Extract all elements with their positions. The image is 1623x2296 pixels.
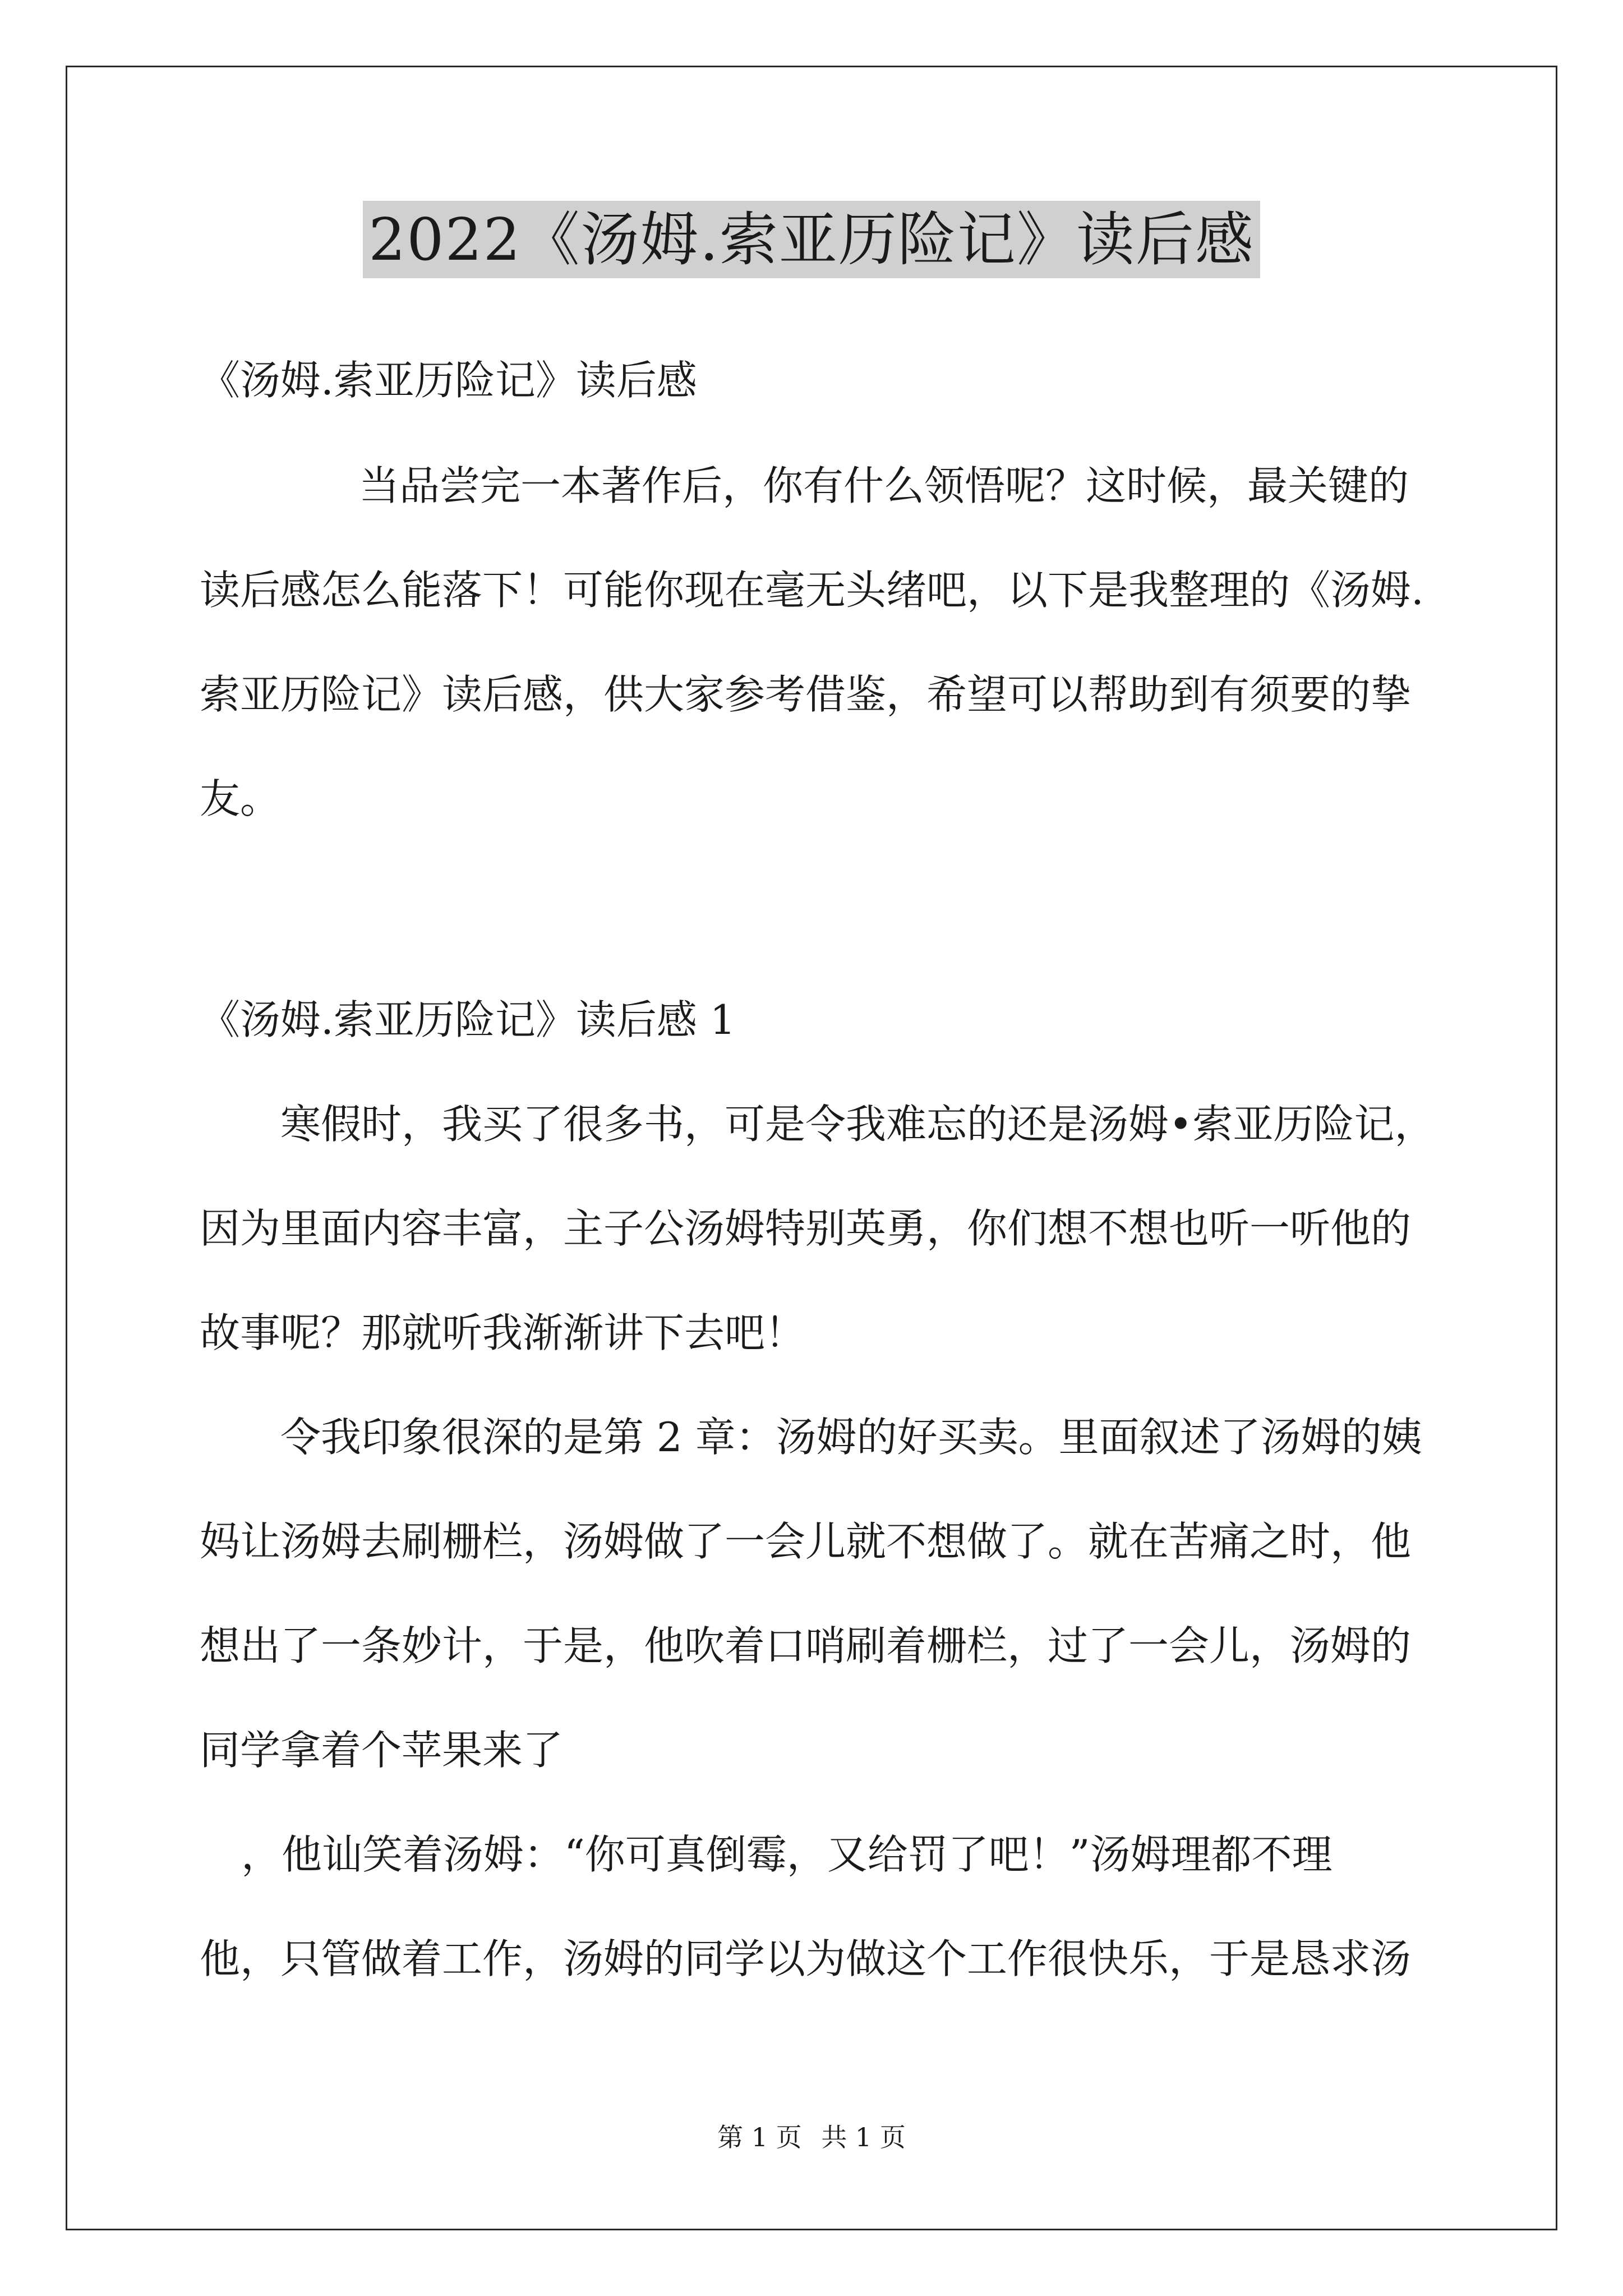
document-subtitle: 《汤姆.索亚历险记》读后感 [200, 357, 697, 404]
para3-line-2: 他，只管做着工作，汤姆的同学以为做这个工作很快乐，于是恳求汤 [200, 1935, 1412, 1982]
para1-line-2: 因为里面内容丰富，主子公汤姆特别英勇，你们想不想也听一听他的 [200, 1205, 1412, 1252]
title-container [0, 201, 1623, 278]
intro-line-2: 读后感怎么能落下！可能你现在毫无头绪吧，以下是我整理的《汤姆. [200, 567, 1424, 614]
para2-line-3: 想出了一条妙计，于是，他吹着口哨刷着栅栏，过了一会儿，汤姆的 [200, 1622, 1412, 1669]
page-total: 共 1 页 [821, 2122, 906, 2152]
page-footer [0, 2120, 1623, 2154]
para1-line-1: 寒假时，我买了很多书，可是令我难忘的还是汤姆•索亚历险记， [280, 1101, 1435, 1148]
section-heading: 《汤姆.索亚历险记》读后感 1 [200, 996, 736, 1043]
intro-line-1: 当品尝完一本著作后，你有什么领悟呢？这时候，最关键的 [359, 462, 1409, 509]
para2-line-4: 同学拿着个苹果来了 [200, 1727, 564, 1774]
para2-line-1: 令我印象很深的是第 2 章：汤姆的好买卖。里面叙述了汤姆的姨 [280, 1414, 1422, 1461]
para3-line-1: ，他讪笑着汤姆：“你可真倒霉，又给罚了吧！”汤姆理都不理 [241, 1831, 1332, 1878]
para2-line-2: 妈让汤姆去刷栅栏，汤姆做了一会儿就不想做了。就在苦痛之时，他 [200, 1518, 1412, 1565]
intro-line-3: 索亚历险记》读后感，供大家参考借鉴，希望可以帮助到有须要的挚 [200, 671, 1412, 718]
para1-line-3: 故事呢？那就听我渐渐讲下去吧！ [200, 1309, 806, 1356]
page-number: 第 1 页 [717, 2122, 802, 2152]
intro-line-4: 友。 [200, 775, 281, 822]
document-title: 2022《汤姆.索亚历险记》读后感 [363, 201, 1260, 278]
